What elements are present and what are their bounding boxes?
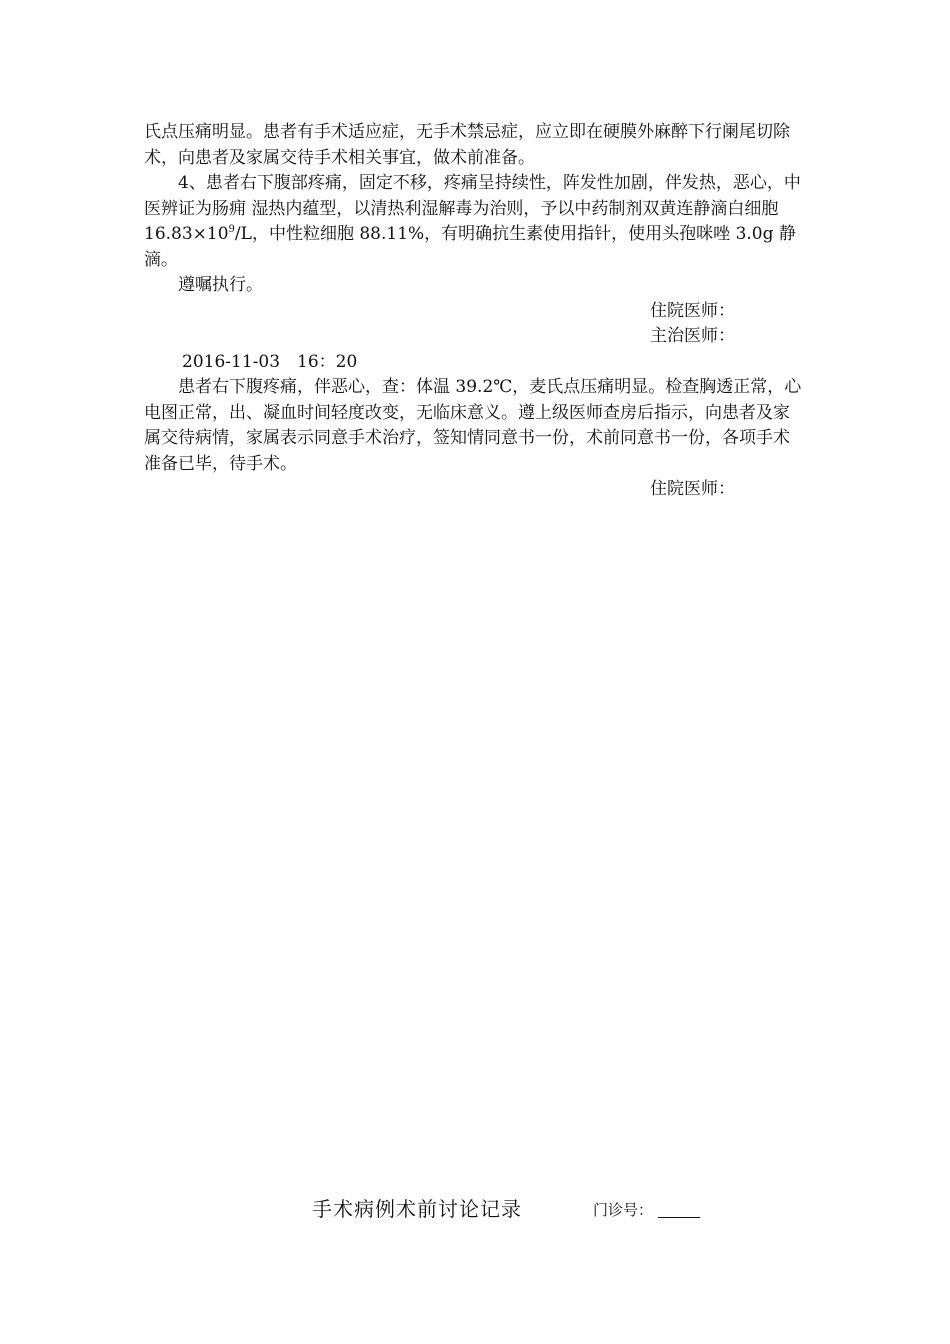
tcm-text-part2: /L，中性粒细胞 88.11%，有明确抗生素使用指针，使用头孢咪唑 3.0g 静滴。 xyxy=(144,224,796,270)
attending-physician-signature: 主治医师： xyxy=(650,326,735,346)
exponent: 9 xyxy=(228,224,235,235)
outpatient-number-blank xyxy=(658,1199,700,1218)
form-title: 手术病例术前讨论记录 xyxy=(312,1197,522,1221)
resident-physician-signature-2: 住院医师： xyxy=(650,479,735,499)
paragraph-follow-orders: 遵嘱执行。 xyxy=(178,275,263,295)
progress-note xyxy=(144,120,806,503)
paragraph-surgery-indication: 氏点压痛明显。患者有手术适应症，无手术禁忌症，应立即在硬膜外麻醉下行阑尾切除术，向患者及家属交待手术相关事宜，做术前准备。 xyxy=(144,122,790,168)
tcm-text-part1: 4、患者右下腹部疼痛，固定不移，疼痛呈持续性，阵发性加剧，伴发热，恶心，中医辨证为肠痈 湿热内蕴型，以清热利湿解毒为治则，予以中药制剂双黄连静滴白细胞 16.83×10 xyxy=(144,173,801,244)
resident-physician-signature-1: 住院医师： xyxy=(650,300,735,321)
record-datetime: 2016-11-03 16：20 xyxy=(182,351,358,372)
next-form-header xyxy=(0,1193,950,1223)
outpatient-number-label: 门诊号： xyxy=(593,1201,654,1219)
paragraph-tcm-diagnosis xyxy=(144,171,806,273)
paragraph-preop-status: 患者右下腹疼痛，伴恶心，查：体温 39.2℃，麦氏点压痛明显。检查胸透正常，心电图正常，出、凝血时间轻度改变，无临床意义。遵上级医师查房后指示，向患者及家属交待病情，家属表示同意手术治疗，签知情同意书一份，术前同意书一份，各项手术准备已毕，待手术。 xyxy=(144,377,802,474)
